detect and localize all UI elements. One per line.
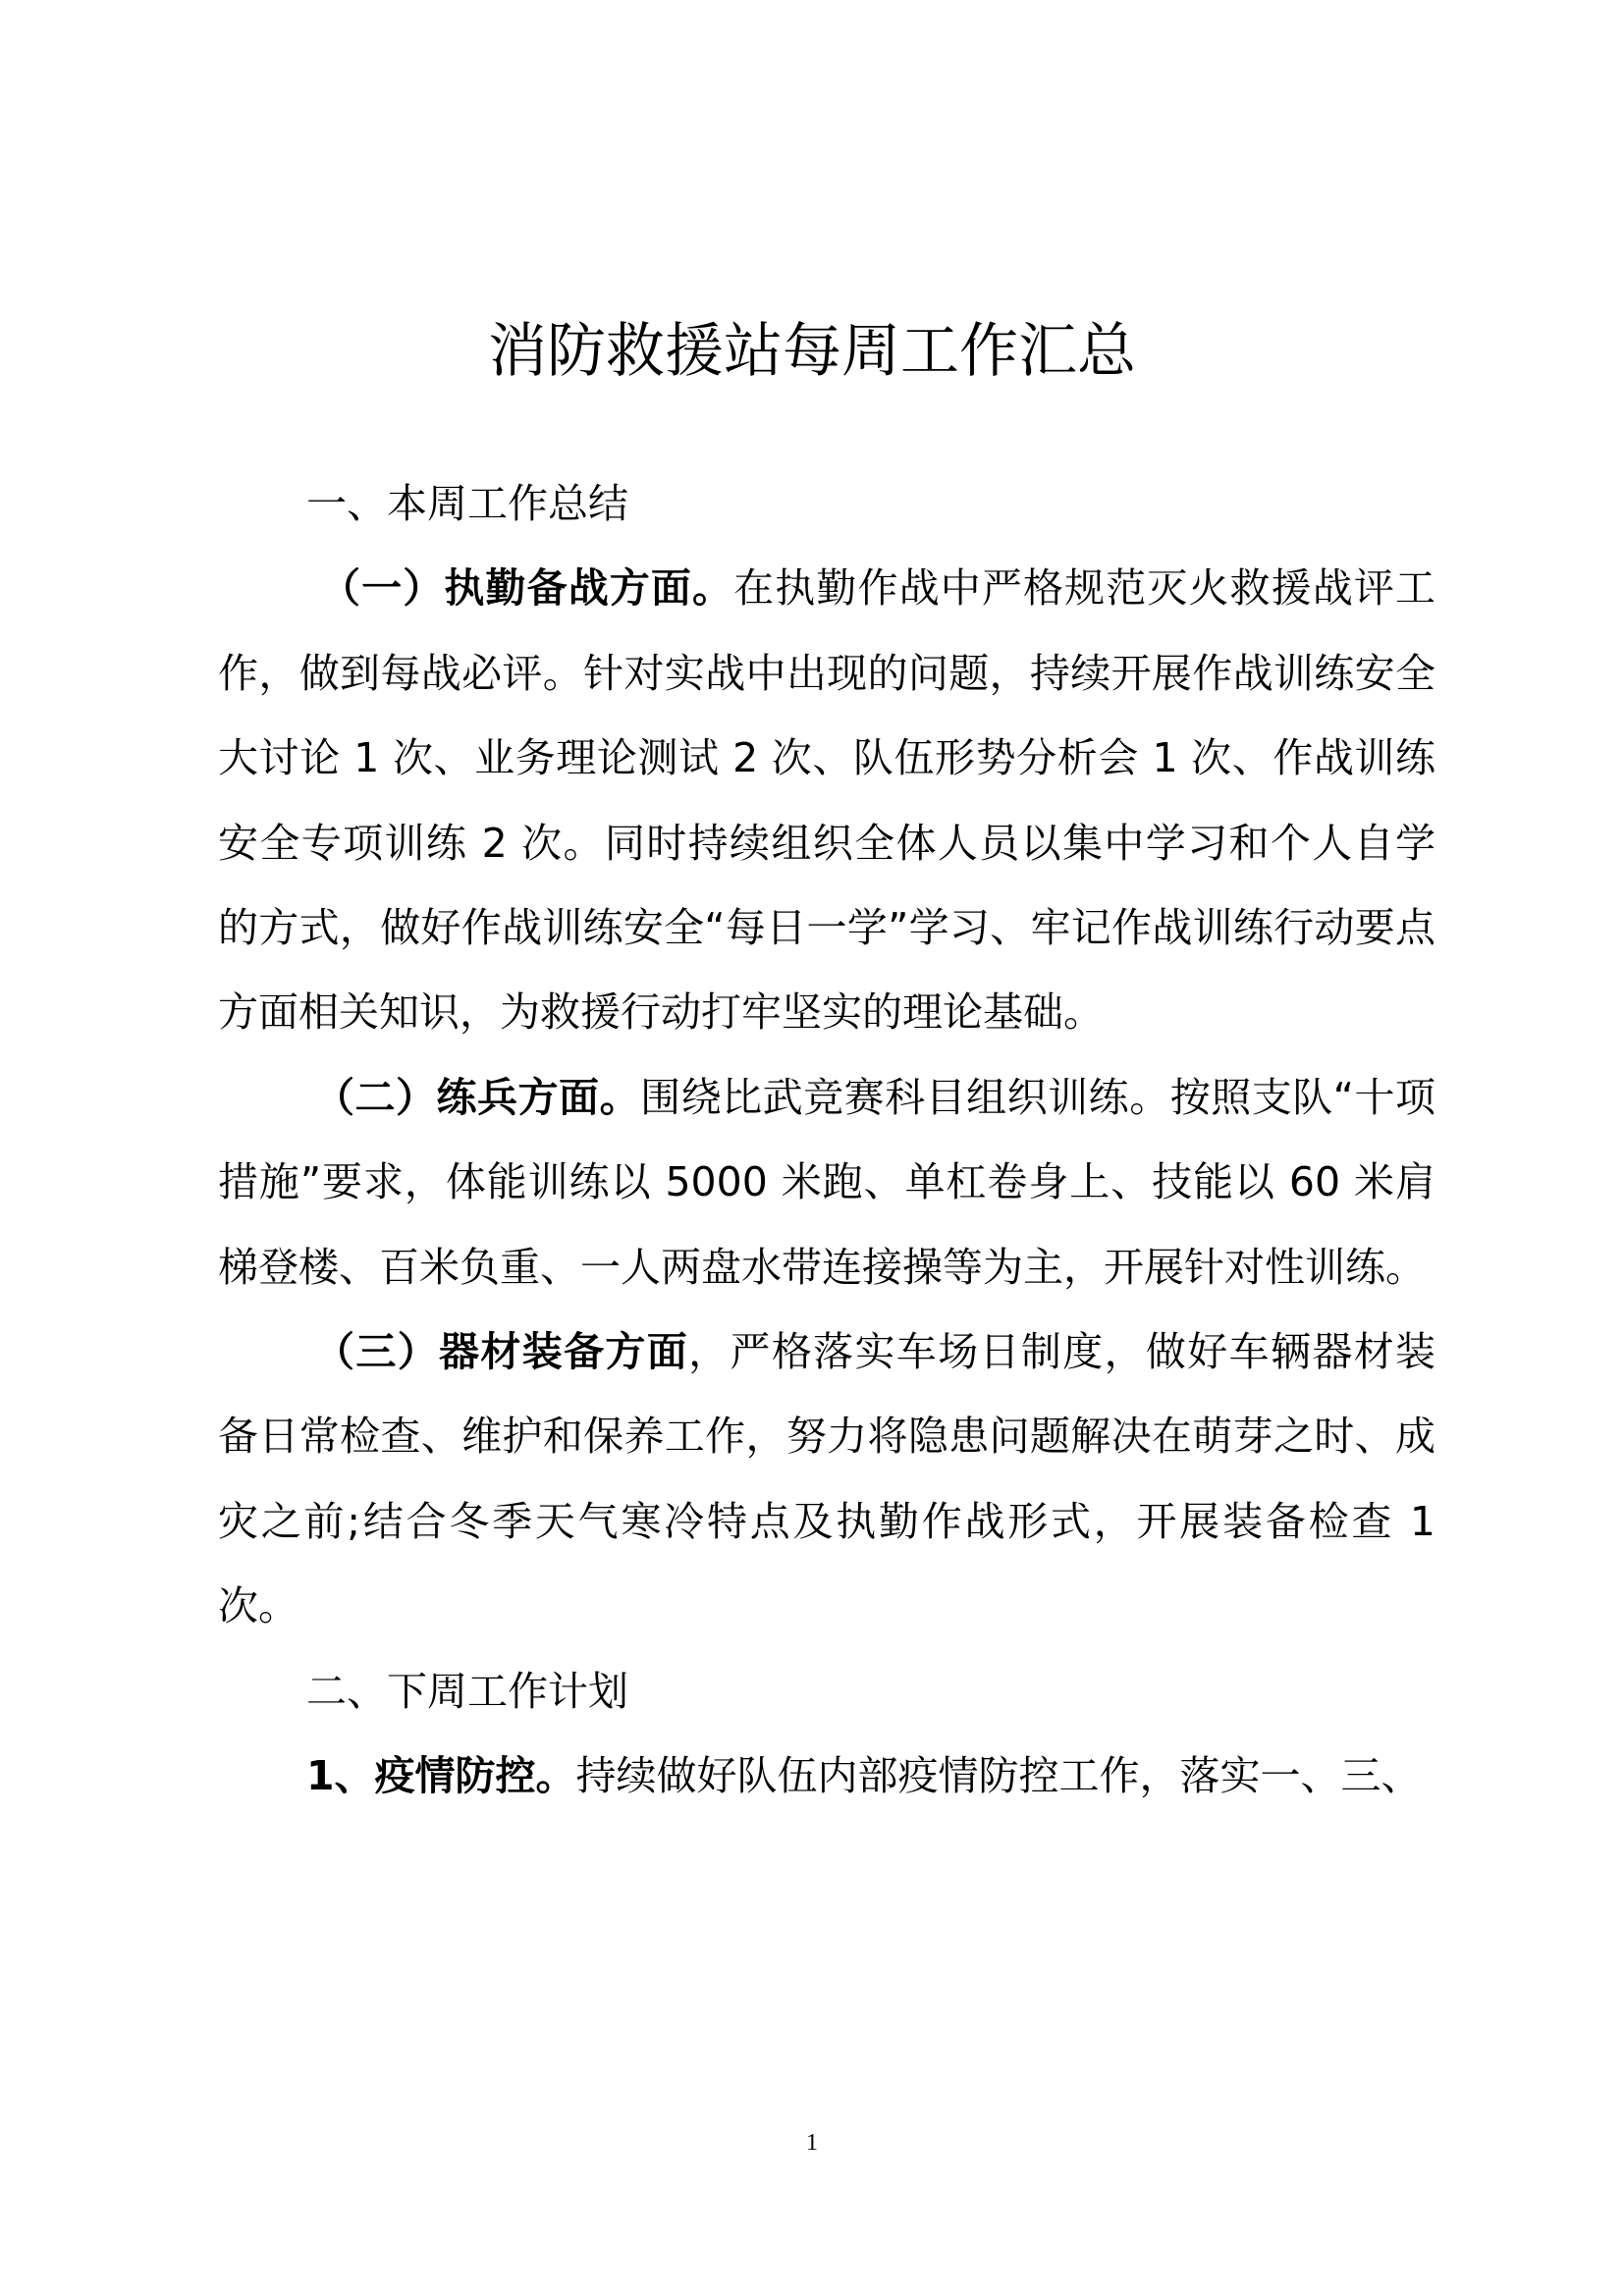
paragraph-text: 围绕比武竞赛科目组织训练。按照支队“十项措施”要求，体能训练以 5000 米跑、单杠卷身上、技能以 60 米肩梯登楼、百米负重、一人两盘水带连接操等为主，开展针对性训练。 — [218, 1073, 1435, 1291]
paragraph-epidemic-control — [218, 1734, 1435, 1818]
paragraph-lead: （二）练兵方面。 — [314, 1073, 641, 1121]
paragraph-lead: （一）执勤备战方面。 — [320, 564, 734, 613]
paragraph-duty-readiness — [218, 546, 1435, 1054]
page-number: 1 — [806, 2130, 818, 2156]
section-heading-plan: 二、下周工作计划 — [306, 1667, 628, 1715]
paragraph-text: ，严格落实车场日制度，做好车辆器材装备日常检查、维护和保养工作，努力将隐患问题解决在萌芽之时、成灾之前;结合冬季天气寒冷特点及执勤作战形式，开展装备检查 1 次。 — [218, 1328, 1436, 1630]
document-body — [218, 461, 1435, 1819]
paragraph-text: 在执勤作战中严格规范灭火救援战评工作，做到每战必评。针对实战中出现的问题，持续开展作战训练安全大讨论 1 次、业务理论测试 2 次、队伍形势分析会 1 次、作战训练安全专项训练 2 次。同时持续组织全体人员以集中学习和个人自学的方式，做好作战训练安全“每日一学”学习、牢记作战训练行动要点方面相关知识，为救援行动打牢坚实的理论基础。 — [218, 564, 1436, 1037]
paragraph-training — [218, 1055, 1435, 1309]
section-heading-summary: 一、本周工作总结 — [306, 480, 628, 527]
paragraph-equipment — [218, 1309, 1435, 1649]
document-title: 消防救援站每周工作汇总 — [488, 317, 1136, 386]
paragraph-lead: （三）器材装备方面 — [314, 1328, 689, 1376]
paragraph-lead: 1、疫情防控。 — [306, 1752, 576, 1800]
paragraph-text: 持续做好队伍内部疫情防控工作，落实一、三、 — [575, 1752, 1422, 1800]
